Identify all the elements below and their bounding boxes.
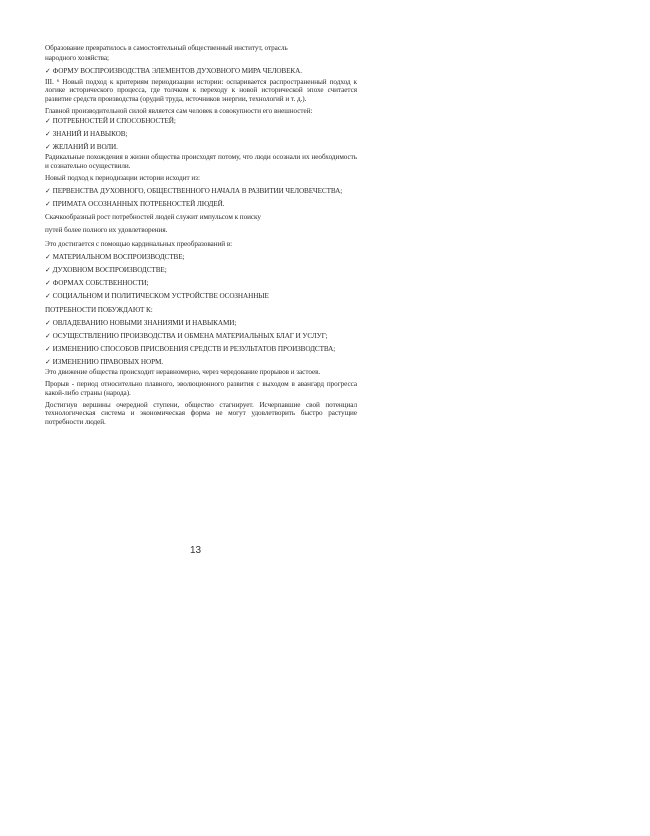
list-item: ✓ ДУХОВНОМ ВОСПРОИЗВОДСТВЕ; bbox=[45, 265, 167, 274]
text-line: Новый подход к периодизации истории исходит из: bbox=[45, 173, 200, 182]
text-line: Главной производительной силой является сам человек в совокупности его внешностей: bbox=[45, 106, 313, 115]
text-line: Это достигается с помощью кардинальных преобразований в: bbox=[45, 239, 233, 248]
list-item: ✓ ПОТРЕБНОСТЕЙ И СПОСОБНОСТЕЙ; bbox=[45, 116, 176, 125]
list-item: ✓ ПЕРВЕНСТВА ДУХОВНОГО, ОБЩЕСТВЕННОГО НАЧАЛА В РАЗВИТИИ ЧЕЛОВЕЧЕСТВА; bbox=[45, 186, 343, 195]
paragraph: III. ⁶ Новый подход к критериям периодизации истории: оспаривается распространенный подход к логике исторического процесса, где толчком к переходу к новой исторической эпохе считается развитие средств производства (орудий труда, источников энергии, технологий и т. д.). bbox=[45, 77, 357, 103]
list-item: ✓ ИЗМЕНЕНИЮ ПРАВОВЫХ НОРМ. bbox=[45, 358, 163, 367]
text-line: ПОТРЕБНОСТИ ПОБУЖДАЮТ К: bbox=[45, 305, 153, 314]
list-item: ✓ ПРИМАТА ОСОЗНАННЫХ ПОТРЕБНОСТЕЙ ЛЮДЕЙ. bbox=[45, 200, 225, 209]
body-text bbox=[45, 44, 357, 430]
page-number: 13 bbox=[190, 545, 202, 556]
list-item: ✓ ФОРМУ ВОСПРОИЗВОДСТВА ЭЛЕМЕНТОВ ДУХОВНОГО МИРА ЧЕЛОВЕКА. bbox=[45, 67, 302, 76]
list-item: ✓ ФОРМАХ СОБСТВЕННОСТИ; bbox=[45, 279, 149, 288]
paragraph: Это движение общества происходит неравномерно, через чередование прорывов и застоев. bbox=[45, 368, 321, 377]
list-item: ✓ ЖЕЛАНИЙ И ВОЛИ. bbox=[45, 143, 118, 152]
text-line: путей более полного их удовлетворения. bbox=[45, 226, 168, 235]
text-line: Скачкообразный рост потребностей людей служит импульсом к поиску bbox=[45, 213, 261, 222]
list-item: ✓ СОЦИАЛЬНОМ И ПОЛИТИЧЕСКОМ УСТРОЙСТВЕ ОСОЗНАННЫЕ bbox=[45, 292, 269, 301]
list-item: ✓ ИЗМЕНЕНИЮ СПОСОБОВ ПРИСВОЕНИЯ СРЕДСТВ И РЕЗУЛЬТАТОВ ПРОИЗВОДСТВА; bbox=[45, 345, 336, 354]
paragraph: Достигнув вершины очередной ступени, общество стагнирует. Исчерпавшие свой потенциал технологическая система и экономическая форма не могут удовлетворить быстро растущие потребности людей. bbox=[45, 400, 357, 426]
list-item: ✓ ЗНАНИЙ И НАВЫКОВ; bbox=[45, 129, 128, 138]
text-line: народного хозяйства; bbox=[45, 54, 109, 63]
list-item: ✓ ОВЛАДЕВАНИЮ НОВЫМИ ЗНАНИЯМИ И НАВЫКАМИ; bbox=[45, 318, 237, 327]
list-item: ✓ МАТЕРИАЛЬНОМ ВОСПРОИЗВОДСТВЕ; bbox=[45, 252, 185, 261]
list-item: ✓ ОСУЩЕСТВЛЕНИЮ ПРОИЗВОДСТВА И ОБМЕНА МАТЕРИАЛЬНЫХ БЛАГ И УСЛУГ; bbox=[45, 331, 328, 340]
text-line: Образование превратилось в самостоятельный общественный институт, отрасль bbox=[45, 44, 288, 52]
paragraph: Прорыв - период относительно плавного, эволюционного развития с выходом в авангард прогресса какой-либо страны (народа). bbox=[45, 380, 357, 397]
paragraph: Радикальные похождения в жизни общества происходят потому, что люди осознали их необходимость и сознательно осуществили. bbox=[45, 153, 357, 170]
